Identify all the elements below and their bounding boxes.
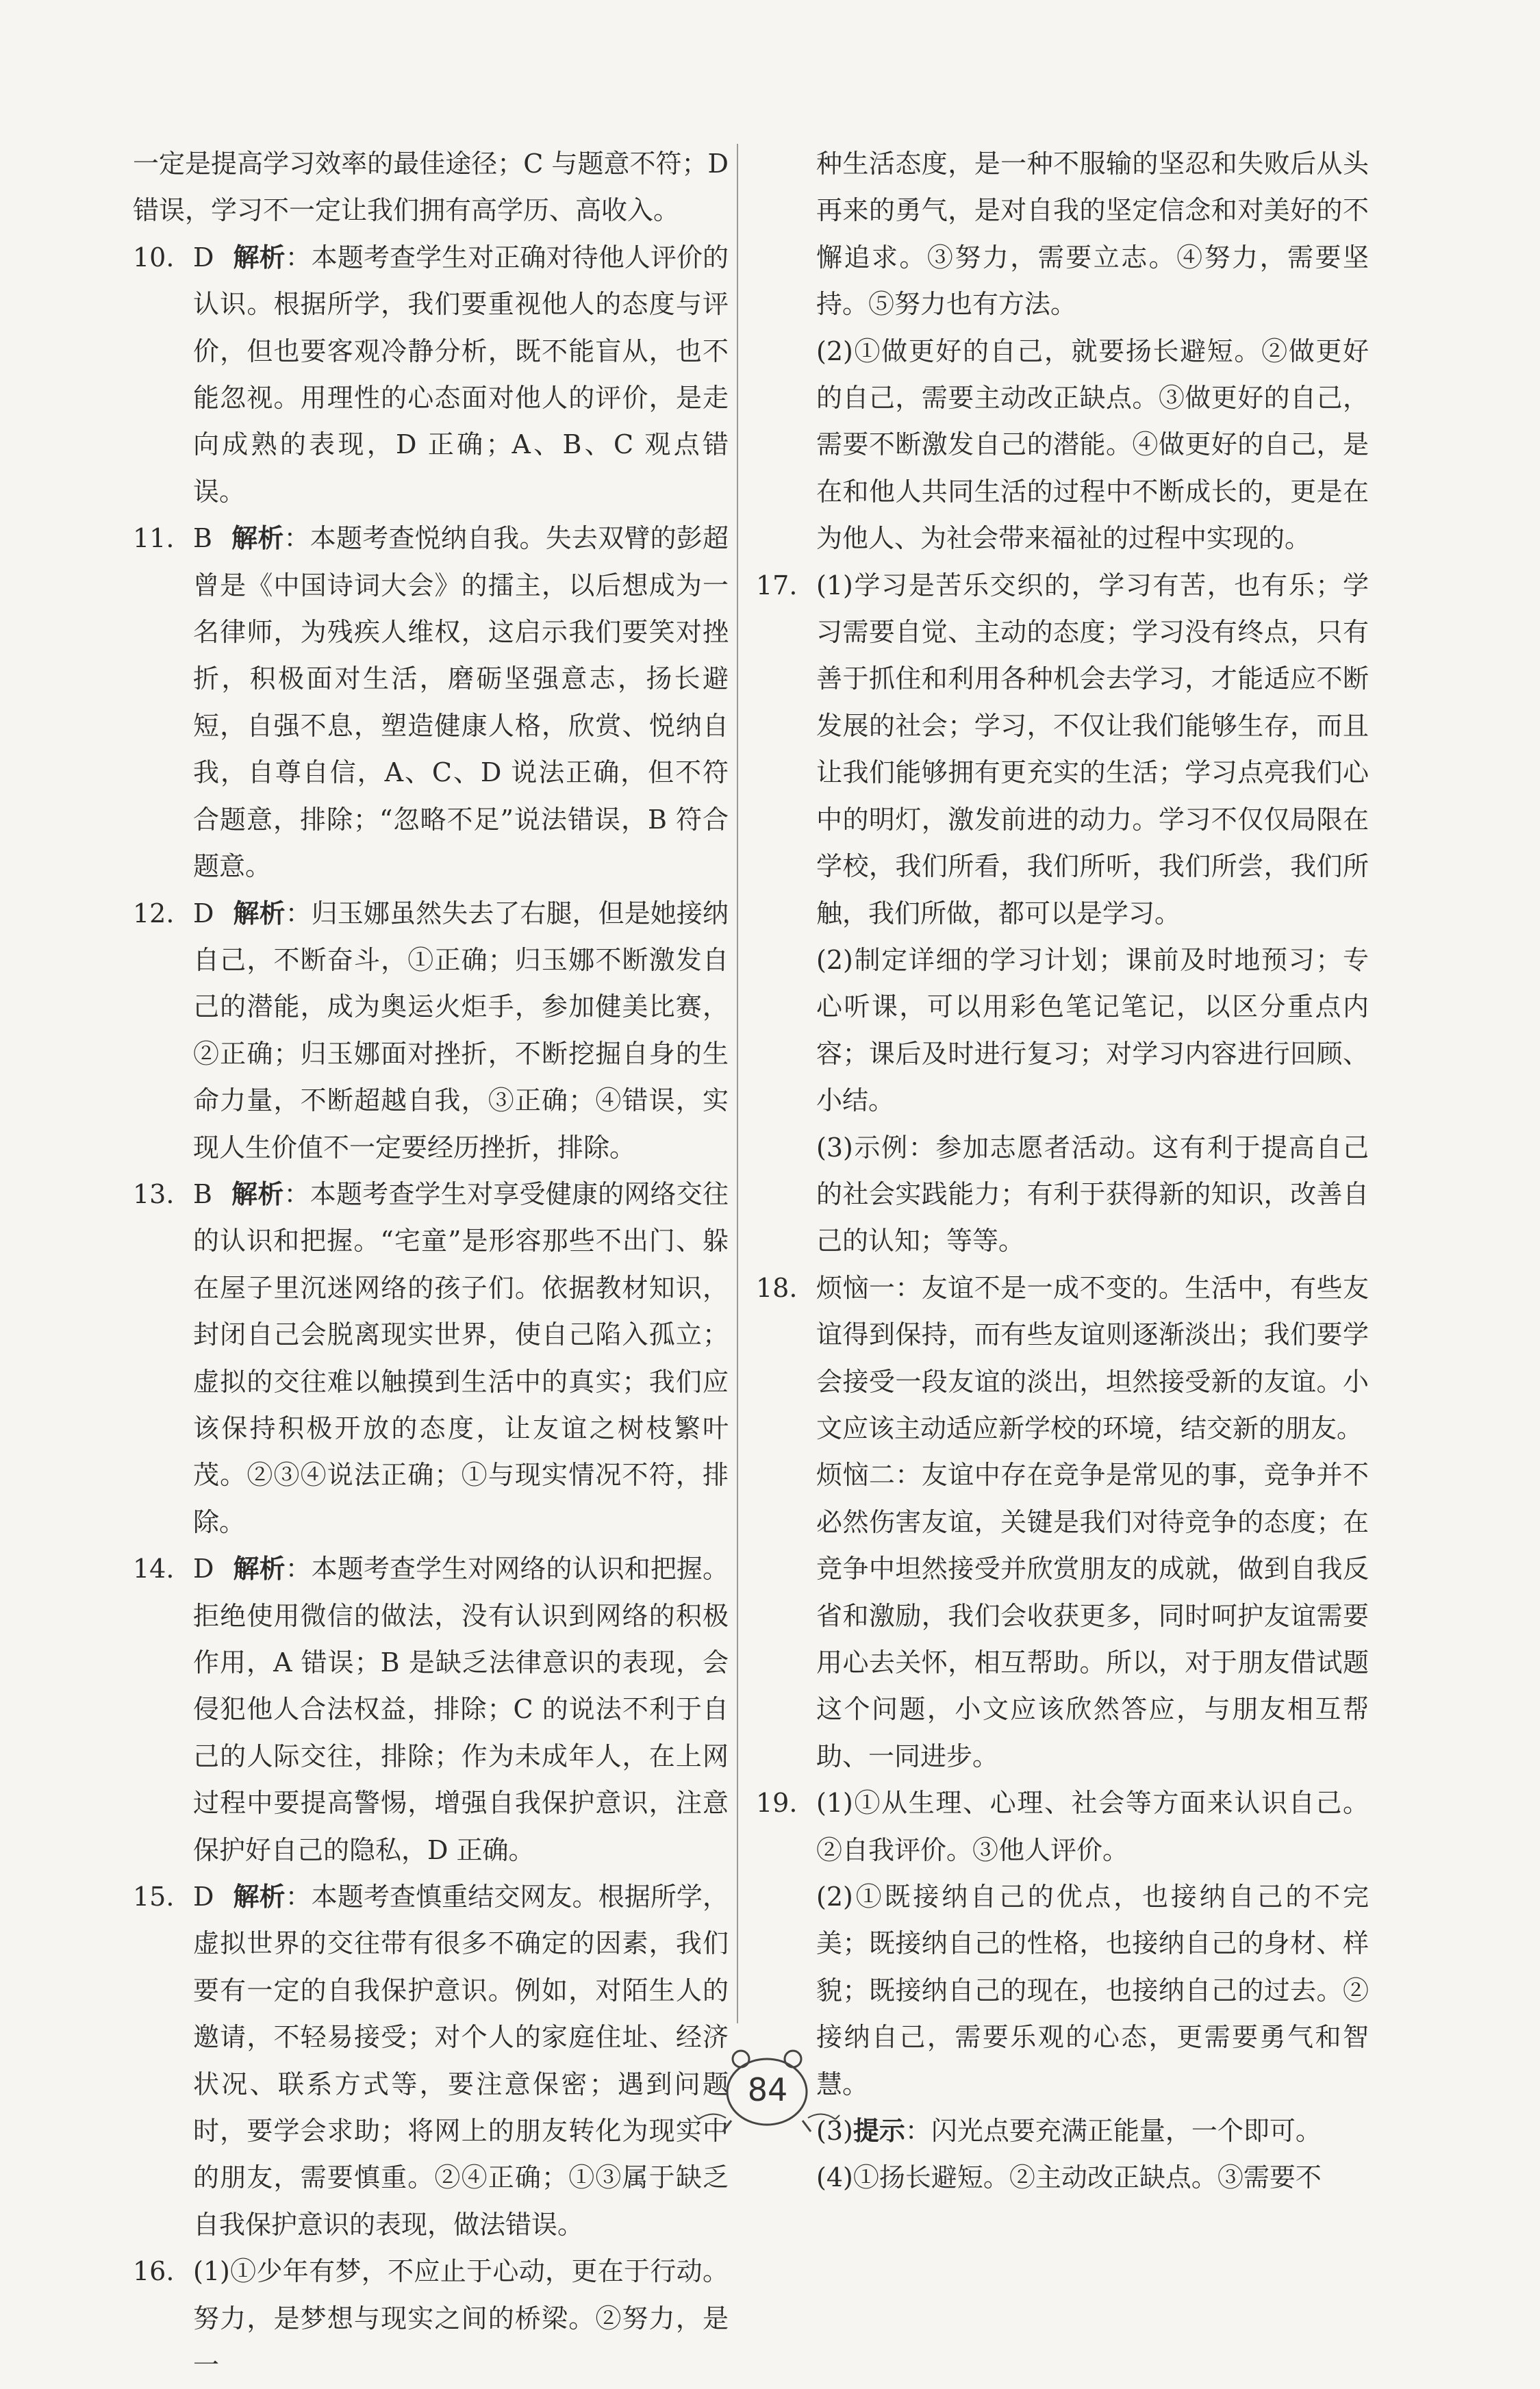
intro-continuation: 一定是提高学习效率的最佳途径；C 与题意不符；D 错误，学习不一定让我们拥有高学历、高收入。 (133, 149, 729, 226)
left-column (133, 140, 729, 2389)
item-18-worry-2: 烦恼二：友谊中存在竞争是常见的事，竞争并不必然伤害友谊，关键是我们对待竞争的态度；在竞争中坦然接受并欣赏朋友的成就，做到自我反省和激励，我们会收获更多，同时呵护友谊需要用心去关怀，相互帮助。所以，对于朋友借试题这个问题，小文应该欣然答应，与朋友相互帮助、一同进步。 (816, 1460, 1369, 1771)
answer-letter: D (193, 1882, 214, 1912)
analysis-text: ：归玉娜虽然失去了右腿，但是她接纳自己，不断奋斗，①正确；归玉娜不断激发自己的潜能，成为奥运火炬手，参加健美比赛，②正确；归玉娜面对挫折，不断挖掘自身的生命力量，不断超越自我，③正确；④错误，实现人生价值不一定要经历挫折，排除。 (193, 898, 729, 1163)
item-19-part-1: (1)①从生理、心理、社会等方面来认识自己。②自我评价。③他人评价。 (816, 1788, 1369, 1865)
answer-item-16 (133, 2248, 729, 2388)
item-18-worry-1: 烦恼一：友谊不是一成不变的。生活中，有些友谊得到保持，而有些友谊则逐渐淡出；我们要学会接受一段友谊的淡出，坦然接受新的友谊。小文应该主动适应新学校的环境，结交新的朋友。 (816, 1272, 1369, 1443)
item-16-part-2: (2)①做更好的自己，就要扬长避短。②做更好的自己，需要主动改正缺点。③做更好的自己，需要不断激发自己的潜能。④做更好的自己，是在和他人共同生活的过程中不断成长的，更是在为他人、为社会带来福祉的过程中实现的。 (816, 336, 1369, 554)
answer-item-15 (133, 1873, 729, 2248)
item-number: 12. (133, 898, 175, 928)
item-17-part-3: (3)示例：参加志愿者活动。这有利于提高自己的社会实践能力；有利于获得新的知识，改善自己的认知；等等。 (816, 1132, 1369, 1256)
item-number: 17. (756, 570, 798, 601)
item-number: 10. (133, 242, 175, 273)
right-column (756, 140, 1369, 2201)
analysis-text: ：本题考查慎重结交网友。根据所学，虚拟世界的交往带有很多不确定的因素，我们要有一定的自我保护意识。例如，对陌生人的邀请，不轻易接受；对个人的家庭住址、经济状况、联系方式等，要注意保密；遇到问题时，要学会求助；将网上的朋友转化为现实中的朋友，需要慎重。②④正确；①③属于缺乏自我保护意识的表现，做法错误。 (193, 1882, 729, 2240)
answer-item-17 (756, 562, 1369, 1265)
item-number: 18. (756, 1272, 798, 1303)
page-footer (685, 2044, 849, 2140)
analysis-label: 解析 (233, 1881, 286, 1912)
item-19-part-4: (4)①扬长避短。②主动改正缺点。③需要不 (816, 2162, 1322, 2193)
answer-letter: B (193, 523, 212, 554)
answer-item-10 (133, 234, 729, 515)
analysis-label: 解析 (231, 522, 284, 554)
item-number: 14. (133, 1554, 175, 1584)
analysis-label: 解析 (233, 1553, 286, 1584)
analysis-label: 解析 (233, 897, 286, 928)
answer-item-18 (756, 1265, 1369, 1780)
item-16-continuation (756, 140, 1369, 562)
answer-letter: D (193, 242, 214, 273)
analysis-label: 解析 (233, 241, 286, 273)
item-number: 13. (133, 1178, 175, 1209)
item-number: 15. (133, 1882, 175, 1912)
analysis-label: 解析 (231, 1178, 284, 1209)
analysis-text: ：本题考查学生对网络的认识和把握。拒绝使用微信的做法，没有认识到网络的积极作用，A 错误；B 是缺乏法律意识的表现，会侵犯他人合法权益，排除；C 的说法不利于自己的人际交往，排除；作为未成年人，在上网过程中要提高警惕，增强自我保护意识，注意保护好自己的隐私，D 正确。 (193, 1554, 729, 1865)
item-17-part-1: (1)学习是苦乐交织的，学习有苦，也有乐；学习需要自觉、主动的态度；学习没有终点，只有善于抓住和利用各种机会去学习，才能适应不断发展的社会；学习，不仅让我们能够生存，而且让我们能够拥有更充实的生活；学习点亮我们心中的明灯，激发前进的动力。学习不仅仅局限在学校，我们所看，我们所听，我们所尝，我们所触，我们所做，都可以是学习。 (816, 570, 1369, 928)
item-19-part-3: (3)提示：闪光点要充满正能量，一个即可。 (816, 2115, 1322, 2147)
item-17-part-2: (2)制定详细的学习计划；课前及时地预习；专心听课，可以用彩色笔记笔记，以区分重点内容；课后及时进行复习；对学习内容进行回顾、小结。 (816, 944, 1369, 1116)
item-16-continuation-text: 种生活态度，是一种不服输的坚忍和失败后从头再来的勇气，是对自我的坚定信念和对美好的不懈追求。③努力，需要立志。④努力，需要坚持。⑤努力也有方法。 (816, 149, 1369, 320)
answer-item-13 (133, 1171, 729, 1545)
answer-letter: D (193, 1554, 214, 1584)
answer-letter: D (193, 898, 214, 928)
item-19-part-2: (2)①既接纳自己的优点，也接纳自己的不完美；既接纳自己的性格，也接纳自己的身材、样貌；既接纳自己的现在，也接纳自己的过去。②接纳自己，需要乐观的心态，更需要勇气和智慧。 (816, 1882, 1369, 2099)
item-number: 16. (133, 2256, 175, 2287)
answer-item-11 (133, 515, 729, 889)
answer-item-14 (133, 1545, 729, 1873)
analysis-text: ：本题考查学生对享受健康的网络交往的认识和把握。“宅童”是形容那些不出门、躲在屋子里沉迷网络的孩子们。依据教材知识，封闭自己会脱离现实世界，使自己陷入孤立；虚拟的交往难以触摸到生活中的真实；我们应该保持积极开放的态度，让友谊之树枝繁叶茂。②③④说法正确；①与现实情况不符，排除。 (193, 1178, 729, 1537)
item-16-part-1: (1)①少年有梦，不应止于心动，更在于行动。努力，是梦想与现实之间的桥梁。②努力，是一 (193, 2256, 729, 2381)
hint-label: 提示 (853, 2115, 905, 2147)
analysis-text: ：本题考查悦纳自我。失去双臂的彭超曾是《中国诗词大会》的擂主，以后想成为一名律师，为残疾人维权，这启示我们要笑对挫折，积极面对生活，磨砺坚强意志，扬长避短，自强不息，塑造健康人格，欣赏、悦纳自我，自尊自信，A、C、D 说法正确，但不符合题意，排除；“忽略不足”说法错误，B 符合题意。 (193, 523, 729, 882)
item-number: 11. (133, 523, 175, 554)
answer-item-12 (133, 890, 729, 1171)
column-divider (737, 144, 738, 2023)
answer-letter: B (193, 1178, 212, 1209)
analysis-text: ：本题考查学生对正确对待他人评价的认识。根据所学，我们要重视他人的态度与评价，但也要客观冷静分析，既不能盲从，也不能忽视。用理性的心态面对他人的评价，是走向成熟的表现，D 正确；A、B、C 观点错误。 (193, 242, 729, 507)
item-number: 19. (756, 1788, 798, 1819)
page-number: 84 (747, 2071, 788, 2108)
